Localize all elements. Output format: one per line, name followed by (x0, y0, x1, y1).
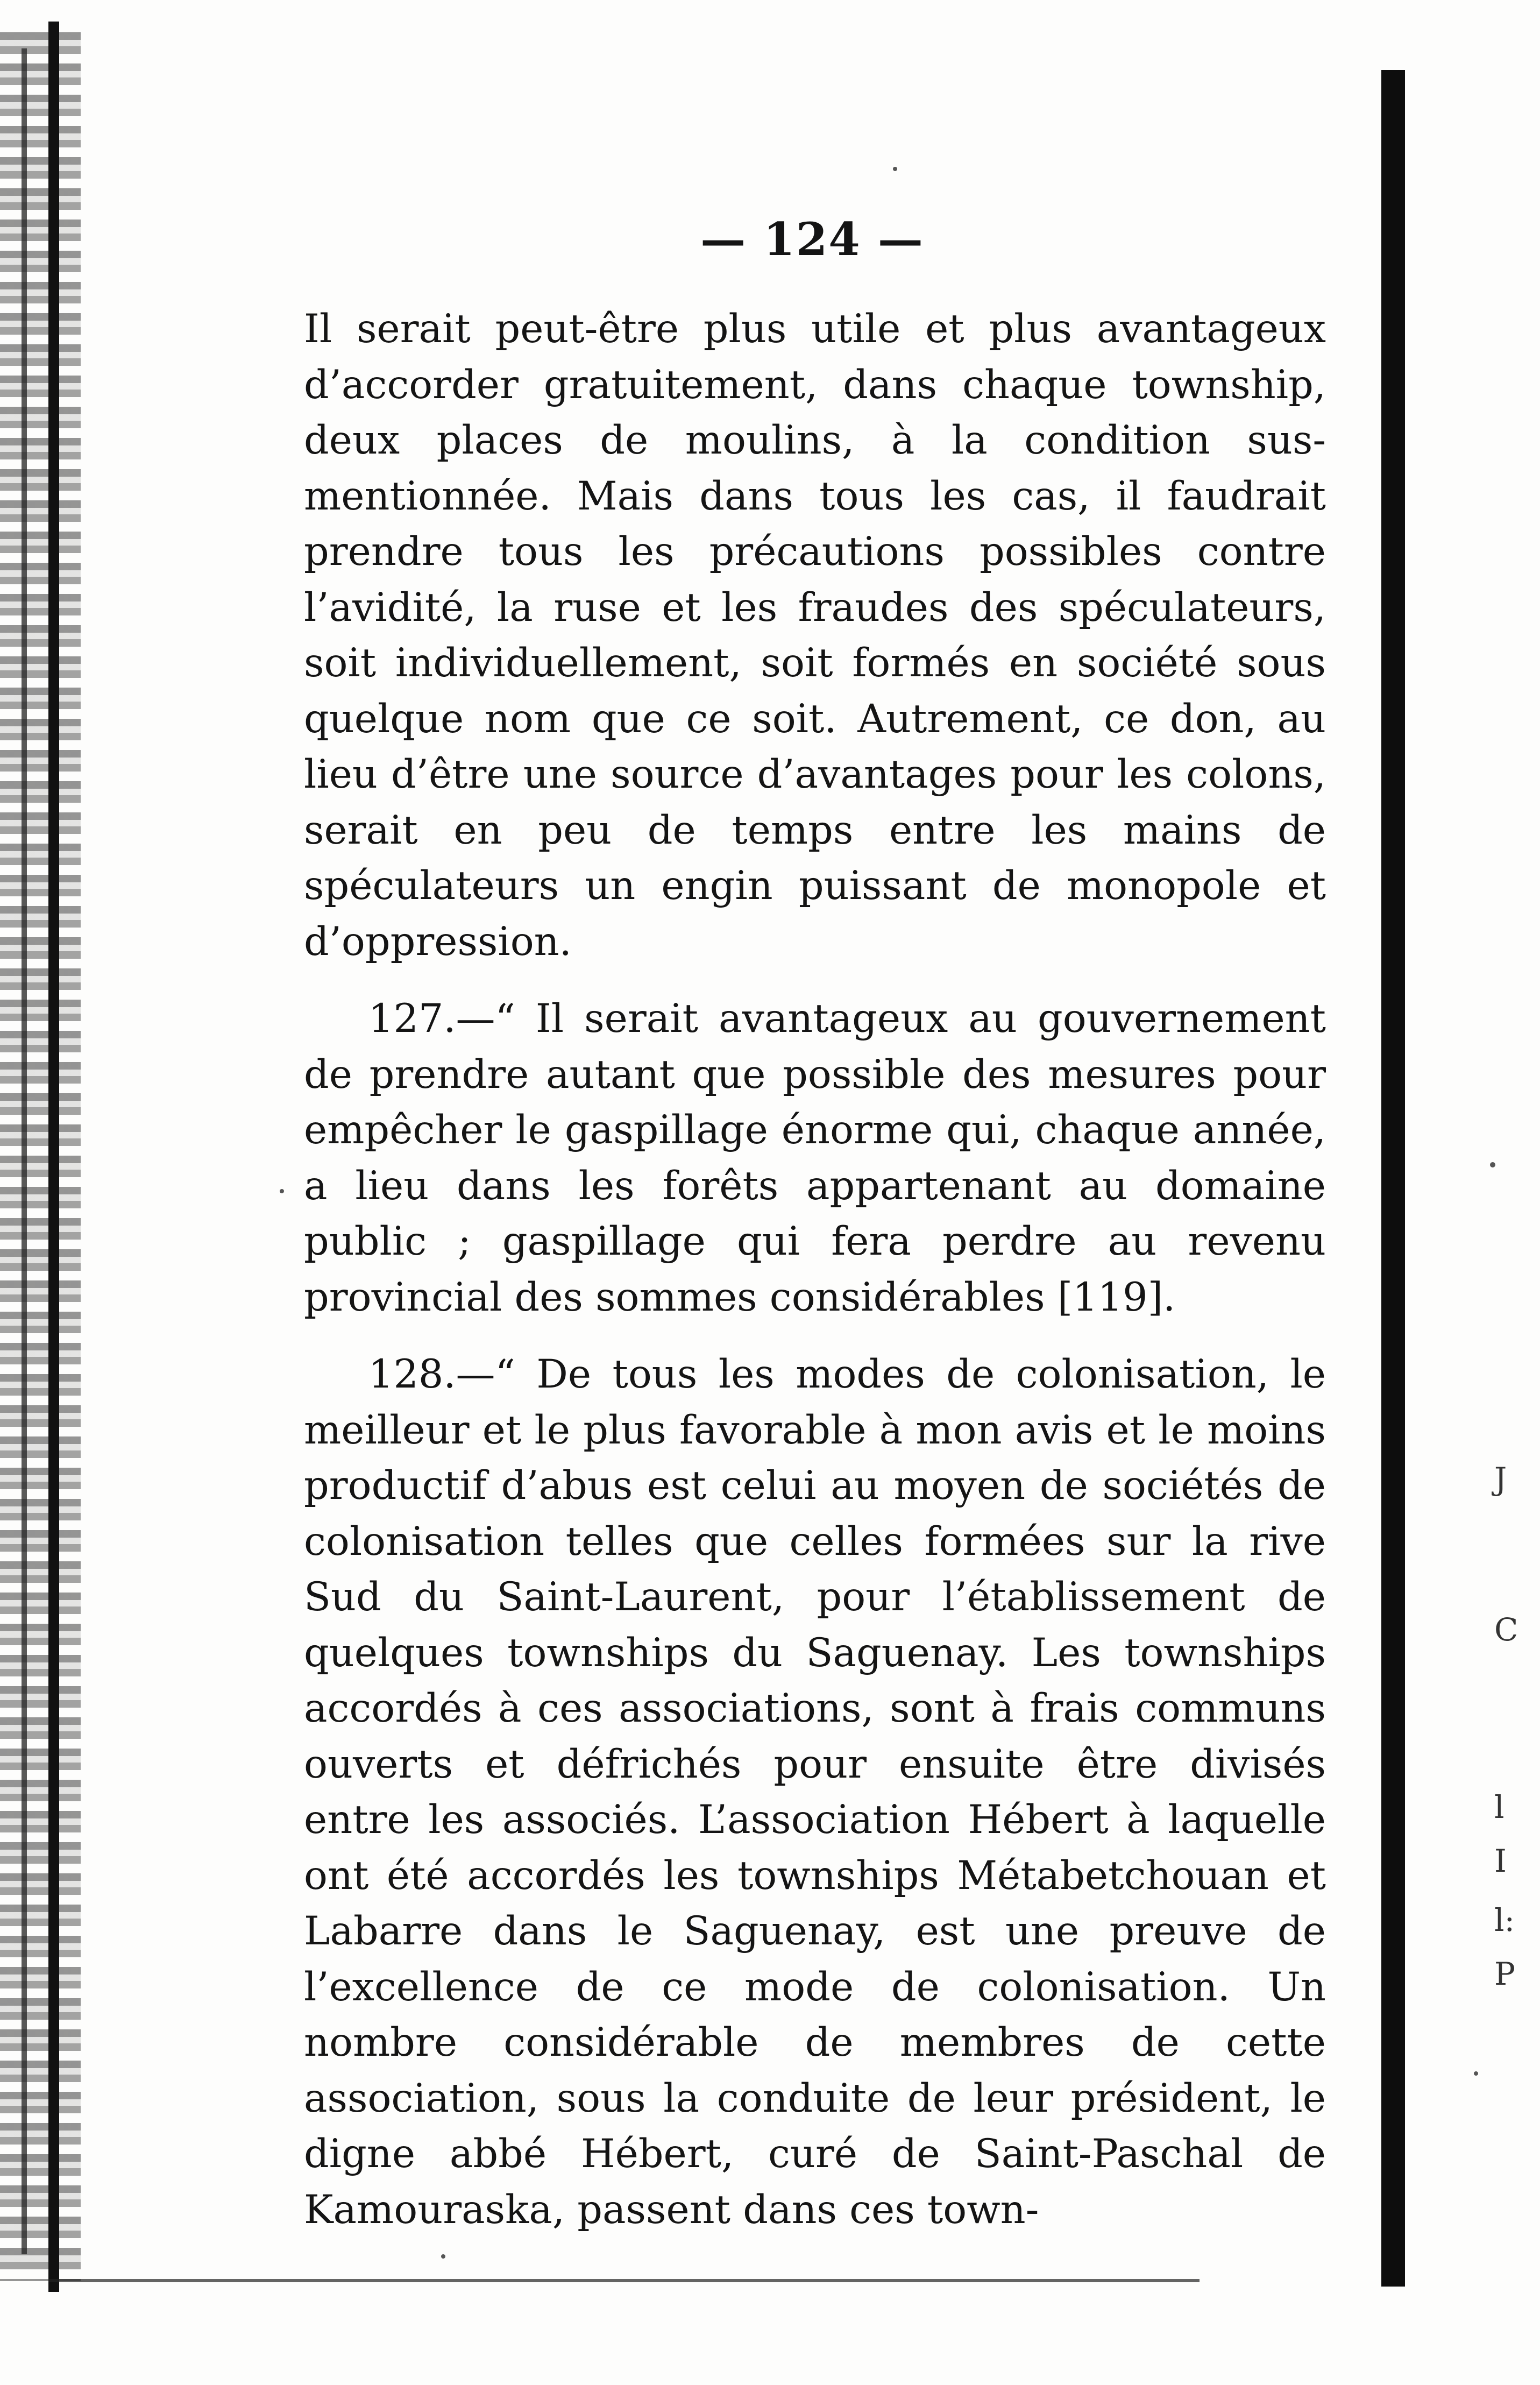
binding-rule (48, 22, 59, 2292)
scan-speck (280, 1189, 284, 1193)
bleed-letter: P (1494, 1956, 1516, 1992)
scan-speck (1474, 2071, 1478, 2076)
bleed-letter: I (1494, 1843, 1507, 1879)
bottom-edge-rule (48, 2279, 1200, 2282)
bleed-letter: l: (1494, 1902, 1515, 1938)
binding-edge (0, 32, 81, 2281)
bleed-letter: C (1494, 1611, 1518, 1648)
paragraph-127: 127.—“ Il serait avantageux au gouvernement de prendre autant que possible des mesures pour empêcher le gaspillage énorme qui, chaque année, a lieu dans les forêts appartenant au domaine public ; gaspillage qui fera perdre au revenu provincial des sommes considérables [119]. (304, 996, 1326, 1320)
bleed-letter: J (1494, 1461, 1507, 1497)
body-text (304, 301, 1326, 2259)
paragraph-1: Il serait peut-être plus utile et plus avantageux d’accorder gratuitement, dans chaque township, deux places de moulins, à la condition sus-mentionnée. Mais dans tous les cas, il faudrait prendre tous les précautions possibles contre l’avidité, la ruse et les fraudes des spéculateurs, soit individuellement, soit formés en société sous quelque nom que ce soit. Autrement, ce don, au lieu d’être une source d’avantages pour les colons, serait en peu de temps entre les mains de spéculateurs un engin puissant de monopole et d’oppression. (304, 306, 1326, 965)
bleed-letter: l (1494, 1789, 1504, 1825)
scan-speck (441, 2254, 445, 2259)
binding-rule-thin (22, 48, 27, 2254)
paragraph-128: 128.—“ De tous les modes de colonisation, le meilleur et le plus favorable à mon avis et le moins productif d’abus est celui au moyen de sociétés de colonisation telles que celles formées sur la rive Sud du Saint-Laurent, pour l’établissement de quelques townships du Saguenay. Les townships accordés à ces associations, sont à frais communs ouverts et défrichés pour ensuite être divisés entre les associés. L’association Hébert à laquelle ont été accordés les townships Métabetchouan et Labarre dans le Saguenay, est une preuve de l’excellence de ce mode de colonisation. Un nombre considérable de membres de cette association, sous la conduite de leur président, le digne abbé Hébert, curé de Saint-Paschal de Kamouraska, passent dans ces town- (304, 1351, 1326, 2233)
page-number: — 124 — (700, 213, 924, 266)
scan-speck (893, 167, 897, 171)
right-margin-bar (1381, 70, 1405, 2287)
scan-speck (1490, 1162, 1495, 1167)
